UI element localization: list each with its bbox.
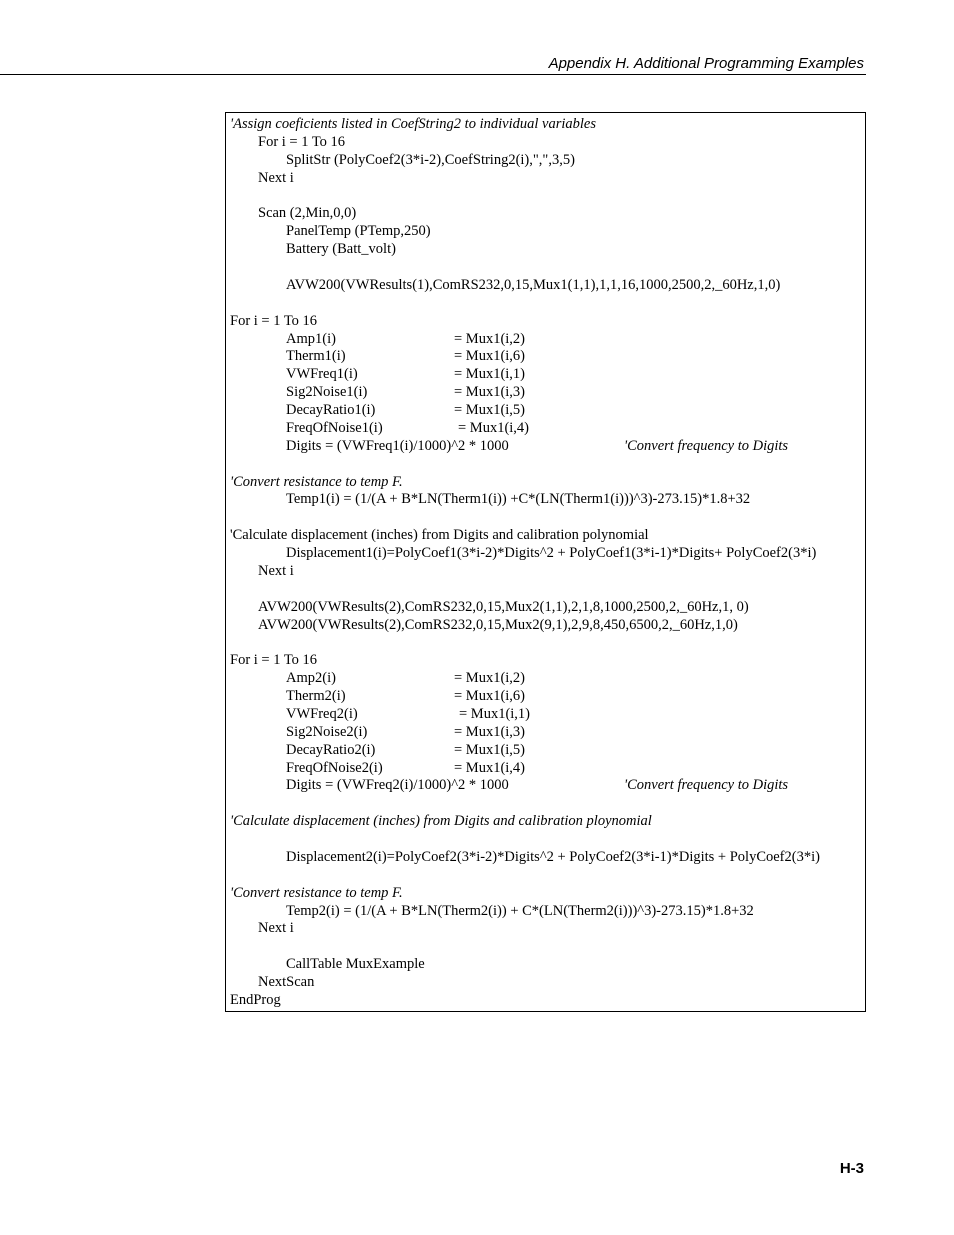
code-text: Next i	[258, 920, 294, 937]
code-line	[230, 581, 865, 599]
code-text: Displacement1(i)=PolyCoef1(3*i-2)*Digits^2 + PolyCoef1(3*i-1)*Digits+ PolyCoef2(3*i)	[286, 545, 817, 561]
code-text: VWFreq2(i)	[286, 705, 358, 722]
code-line	[230, 152, 865, 170]
code-text: Therm2(i)	[286, 688, 346, 704]
code-text: Displacement2(i)=PolyCoef2(3*i-2)*Digits^2 + PolyCoef2(3*i-1)*Digits + PolyCoef2(3*i)	[286, 848, 820, 865]
code-text: DecayRatio2(i)	[286, 741, 376, 758]
code-line	[230, 724, 865, 742]
code-text: SplitStr (PolyCoef2(3*i-2),CoefString2(i),",",3,5)	[286, 151, 575, 168]
code-line	[230, 456, 865, 474]
code-text: Amp2(i)	[286, 670, 336, 687]
code-line	[230, 366, 865, 384]
code-line	[230, 313, 865, 331]
code-line	[230, 831, 865, 849]
code-comment: 'Convert frequency to Digits	[624, 437, 789, 454]
code-line	[230, 760, 865, 778]
code-text: FreqOfNoise2(i)	[286, 759, 383, 776]
page-header-title: Appendix H. Additional Programming Examples	[548, 55, 864, 72]
code-line	[230, 813, 865, 831]
page-number: H-3	[839, 1160, 864, 1177]
code-line	[230, 706, 865, 724]
code-line	[230, 527, 865, 545]
code-text: For i = 1 To 16	[230, 652, 318, 669]
code-text: 'Calculate displacement (inches) from Digits and calibration ploynomial	[230, 813, 652, 830]
code-line	[230, 205, 865, 223]
code-text: CallTable MuxExample	[286, 956, 425, 973]
code-line	[230, 920, 865, 938]
code-line	[230, 384, 865, 402]
code-assignment: = Mux1(i,5)	[454, 402, 526, 418]
code-line	[230, 634, 865, 652]
code-text: 'Assign coeficients listed in CoefString2 to individual variables	[230, 116, 596, 132]
code-line	[230, 545, 865, 563]
code-line	[230, 563, 865, 581]
code-line	[230, 599, 865, 617]
code-line	[230, 777, 865, 795]
code-assignment: = Mux1(i,6)	[454, 688, 526, 704]
code-line	[230, 992, 865, 1010]
code-text: 'Calculate displacement (inches) from Digits and calibration polynomial	[230, 527, 649, 544]
code-text: EndProg	[230, 991, 281, 1008]
code-text: Sig2Noise2(i)	[286, 723, 368, 740]
code-line	[230, 509, 865, 527]
code-text: Sig2Noise1(i)	[286, 384, 368, 401]
code-assignment: = Mux1(i,3)	[454, 384, 526, 401]
code-line	[230, 885, 865, 903]
code-listing-box	[225, 112, 866, 1012]
code-text: DecayRatio1(i)	[286, 402, 376, 418]
code-assignment: = Mux1(i,6)	[454, 348, 526, 365]
code-assignment: = Mux1(i,5)	[454, 741, 526, 758]
code-line	[230, 223, 865, 241]
code-assignment: = Mux1(i,2)	[454, 670, 526, 687]
code-assignment: = Mux1(i,3)	[454, 723, 526, 740]
code-line	[230, 134, 865, 152]
code-line	[230, 295, 865, 313]
code-text: AVW200(VWResults(2),ComRS232,0,15,Mux2(1,1),2,1,8,1000,2500,2,_60Hz,1, 0)	[258, 598, 749, 615]
code-line	[230, 277, 865, 295]
code-line	[230, 241, 865, 259]
code-text: Next i	[258, 562, 294, 579]
code-line	[230, 331, 865, 349]
code-text: For i = 1 To 16	[230, 312, 318, 329]
code-text: Therm1(i)	[286, 348, 346, 365]
code-line	[230, 491, 865, 509]
code-text: Digits = (VWFreq2(i)/1000)^2 * 1000	[286, 777, 509, 794]
code-text: Temp1(i) = (1/(A + B*LN(Therm1(i)) +C*(LN(Therm1(i)))^3)-273.15)*1.8+32	[286, 491, 751, 508]
code-line	[230, 116, 865, 134]
code-text: Temp2(i) = (1/(A + B*LN(Therm2(i)) + C*(LN(Therm2(i)))^3)-273.15)*1.8+32	[286, 902, 754, 919]
code-assignment: = Mux1(i,1)	[459, 705, 531, 722]
code-assignment: = Mux1(i,1)	[454, 366, 526, 383]
code-text: 'Convert resistance to temp F.	[230, 473, 403, 490]
code-line	[230, 974, 865, 992]
code-line	[230, 474, 865, 492]
code-line	[230, 956, 865, 974]
code-text: PanelTemp (PTemp,250)	[286, 223, 431, 240]
code-text: For i = 1 To 16	[258, 133, 346, 150]
code-text: 'Convert resistance to temp F.	[230, 884, 403, 901]
code-line	[230, 795, 865, 813]
code-text: Scan (2,Min,0,0)	[258, 205, 357, 222]
code-line	[230, 903, 865, 921]
code-text: VWFreq1(i)	[286, 366, 358, 383]
code-comment: 'Convert frequency to Digits	[624, 777, 789, 794]
code-line	[230, 849, 865, 867]
header-rule	[0, 74, 866, 75]
code-assignment: = Mux1(i,4)	[458, 419, 530, 436]
code-line	[230, 867, 865, 885]
code-text: AVW200(VWResults(1),ComRS232,0,15,Mux1(1,1),1,1,16,1000,2500,2,_60Hz,1,0)	[286, 276, 781, 293]
code-line	[230, 652, 865, 670]
code-text: Amp1(i)	[286, 330, 336, 347]
code-line	[230, 259, 865, 277]
code-line	[230, 348, 865, 366]
code-text: Digits = (VWFreq1(i)/1000)^2 * 1000	[286, 437, 509, 454]
code-line	[230, 617, 865, 635]
code-line	[230, 938, 865, 956]
code-text: FreqOfNoise1(i)	[286, 419, 383, 436]
code-line	[230, 438, 865, 456]
code-text: Battery (Batt_volt)	[286, 241, 396, 258]
code-line	[230, 670, 865, 688]
code-line	[230, 688, 865, 706]
code-line	[230, 188, 865, 206]
code-line	[230, 402, 865, 420]
code-line	[230, 742, 865, 760]
code-text: NextScan	[258, 974, 315, 990]
code-line	[230, 420, 865, 438]
code-line	[230, 170, 865, 188]
code-text: AVW200(VWResults(2),ComRS232,0,15,Mux2(9,1),2,9,8,450,6500,2,_60Hz,1,0)	[258, 616, 738, 633]
code-text: Next i	[258, 169, 294, 186]
code-assignment: = Mux1(i,4)	[454, 759, 526, 776]
code-assignment: = Mux1(i,2)	[454, 330, 526, 347]
